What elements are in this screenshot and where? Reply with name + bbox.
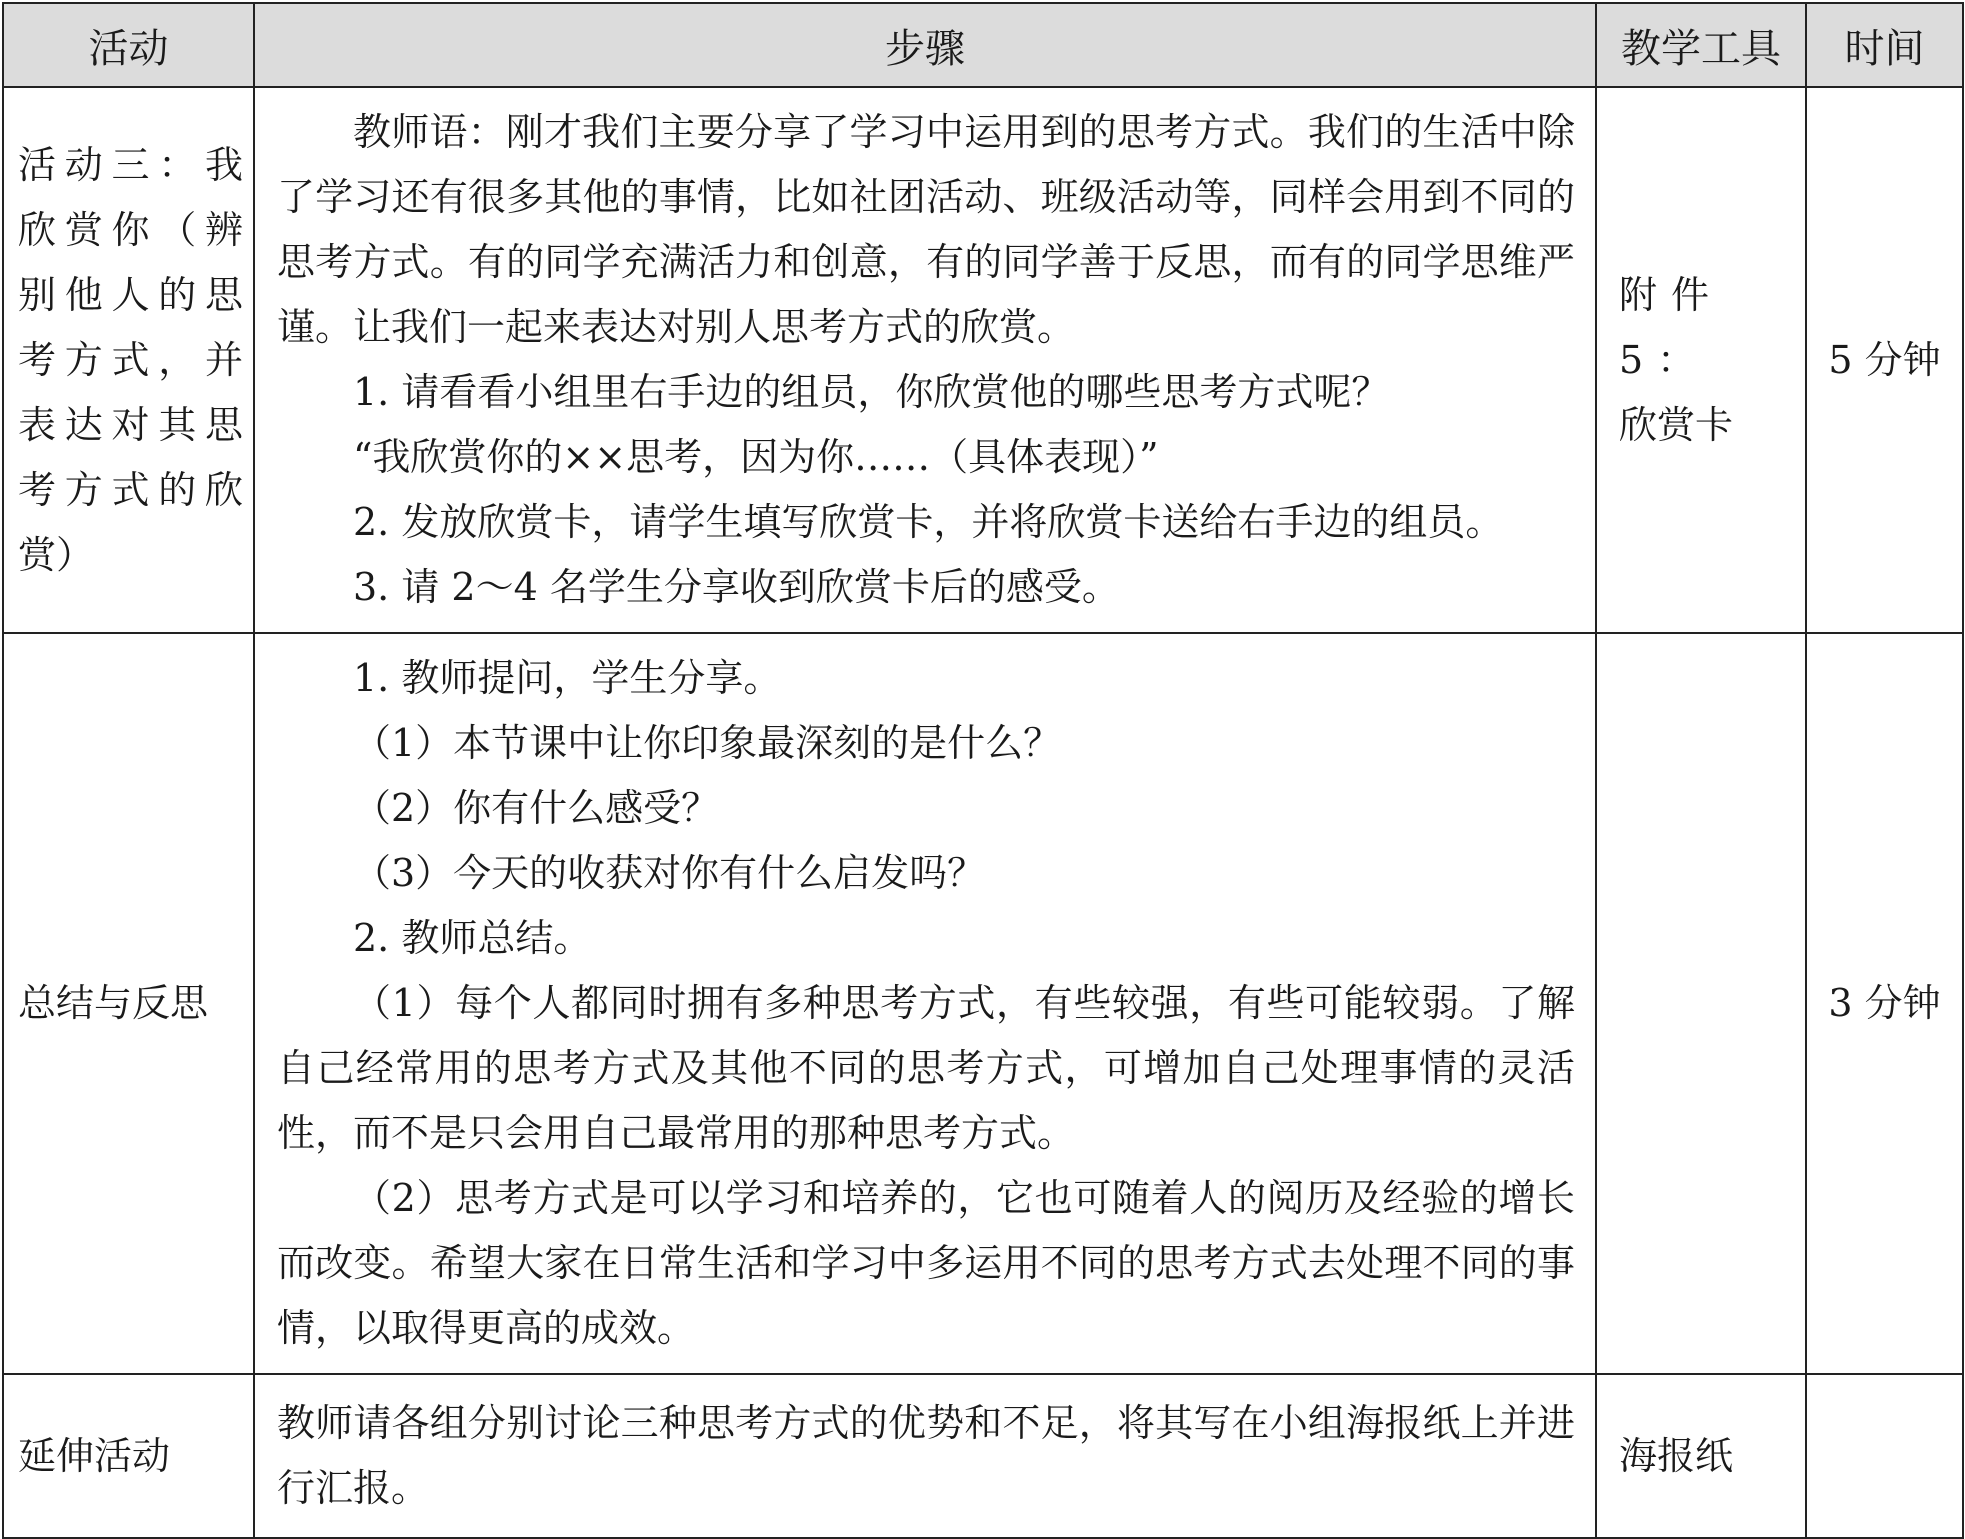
step-paragraph: 2. 发放欣赏卡，请学生填写欣赏卡，并将欣赏卡送给右手边的组员。	[353, 500, 1504, 544]
steps-cell	[254, 87, 1596, 633]
step-paragraph: 1. 请看看小组里右手边的组员，你欣赏他的哪些思考方式呢？	[353, 370, 1390, 414]
header-row	[3, 3, 1963, 87]
activity-cell: 延伸活动	[3, 1374, 254, 1538]
table-body	[3, 87, 1963, 1538]
step-paragraph: 1. 教师提问，学生分享。	[353, 656, 782, 700]
tools-cell	[1596, 87, 1806, 633]
tools-attachment-label: 附件 5：	[1619, 272, 1724, 382]
tools-cell: 海报纸	[1596, 1374, 1806, 1538]
header-time: 时间	[1806, 3, 1963, 87]
lesson-plan-table	[2, 2, 1964, 1539]
header-tools: 教学工具	[1596, 3, 1806, 87]
activity-cell: 总结与反思	[3, 633, 254, 1374]
step-paragraph: （1）本节课中让你印象最深刻的是什么？	[353, 721, 1062, 765]
step-paragraph: （2）你有什么感受？	[353, 786, 720, 830]
table-header	[3, 3, 1963, 87]
step-paragraph: “我欣赏你的××思考，因为你……（具体表现）”	[353, 435, 1159, 479]
step-paragraph: 教师语：刚才我们主要分享了学习中运用到的思考方式。我们的生活中除了学习还有很多其他的事情，比如社团活动、班级活动等，同样会用到不同的思考方式。有的同学充满活力和创意，有的同学善于反思，而有的同学思维严谨。让我们一起来表达对别人思考方式的欣赏。	[277, 110, 1575, 349]
step-paragraph: 2. 教师总结。	[353, 916, 592, 960]
steps-cell	[254, 1374, 1596, 1538]
tools-item: 欣赏卡	[1619, 402, 1734, 447]
step-paragraph: 3. 请 2～4 名学生分享收到欣赏卡后的感受。	[353, 565, 1120, 609]
step-paragraph: 教师请各组分别讨论三种思考方式的优势和不足，将其写在小组海报纸上并进行汇报。	[277, 1401, 1575, 1510]
step-paragraph: （2）思考方式是可以学习和培养的，它也可随着人的阅历及经验的增长而改变。希望大家在日常生活和学习中多运用不同的思考方式去处理不同的事情，以取得更高的成效。	[277, 1176, 1575, 1350]
table-row	[3, 1374, 1963, 1538]
steps-cell	[254, 633, 1596, 1374]
time-cell: 5 分钟	[1806, 87, 1963, 633]
step-paragraph: （3）今天的收获对你有什么启发吗？	[353, 851, 986, 895]
time-cell: 3 分钟	[1806, 633, 1963, 1374]
activity-cell: 活动三：我欣赏你（辨别他人的思考方式，并表达对其思考方式的欣赏）	[3, 87, 254, 633]
tools-cell	[1596, 633, 1806, 1374]
header-activity: 活动	[3, 3, 254, 87]
table-row	[3, 633, 1963, 1374]
time-cell	[1806, 1374, 1963, 1538]
header-steps: 步骤	[254, 3, 1596, 87]
step-paragraph: （1）每个人都同时拥有多种思考方式，有些较强，有些可能较弱。了解自己经常用的思考方式及其他不同的思考方式，可增加自己处理事情的灵活性，而不是只会用自己最常用的那种思考方式。	[277, 981, 1575, 1155]
table-row	[3, 87, 1963, 633]
